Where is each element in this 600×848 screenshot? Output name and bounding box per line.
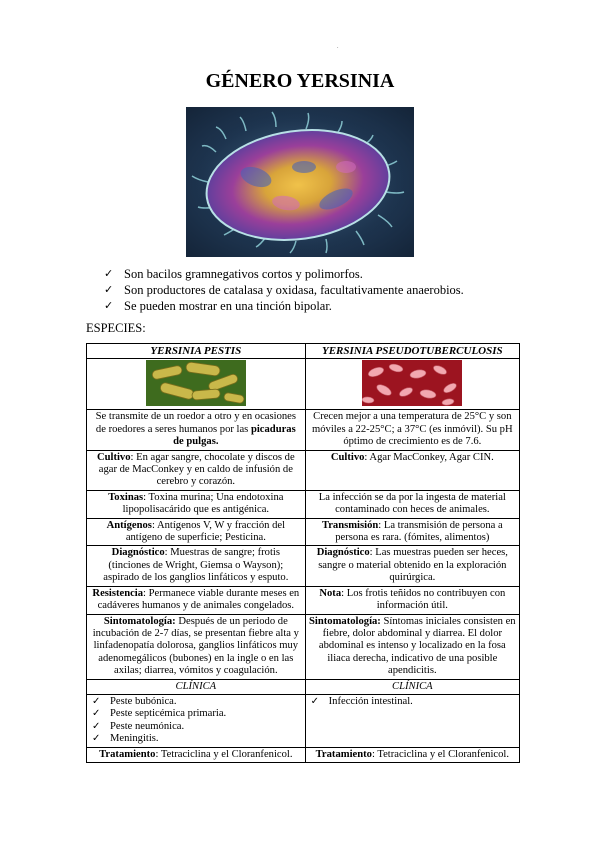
list-item: ✓ Infección intestinal. <box>310 695 413 707</box>
checkmark-icon: ✓ <box>92 695 101 707</box>
page-title: GÉNERO YERSINIA <box>205 70 395 92</box>
checkmark-icon: ✓ <box>104 267 114 280</box>
clinica-header-row <box>87 679 520 694</box>
table-row: Sintomatología: Después de un periodo de incubación de 2-7 días, se presentan fiebre alta y linfadenopatía dolorosa, ganglios linfáticos muy adenomegálicos (bubones) en la ingle o en las axilas; diarrea, vómitos y coagulación. Sintomatología: Síntomas iniciales consisten en fiebre, dolor abdominal y diarrea. El dolor abdominal es intenso y localizado en la fosa iliaca derecha, indicativo de una posible apendicitis. <box>87 614 520 679</box>
col-header-pestis: YERSINIA PESTIS <box>87 344 306 359</box>
col-header-pseudotuberculosis: YERSINIA PSEUDOTUBERCULOSIS <box>305 344 519 359</box>
red-bacilli-image <box>362 360 462 406</box>
checkmark-icon: ✓ <box>92 733 101 745</box>
list-item: ✓ Peste neumónica. <box>92 720 185 732</box>
treatment-row: Tratamiento: Tetraciclina y el Cloranfenicol. Tratamiento: Tetraciclina y el Cloranfenicol. <box>87 747 520 762</box>
green-bacilli-image <box>146 360 246 406</box>
list-item: ✓ Peste septicémica primaria. <box>92 708 227 720</box>
checkmark-icon: ✓ <box>104 283 114 296</box>
clinica-header: CLÍNICA <box>305 679 519 694</box>
table-row: Antígenos: Antígenos V, W y fracción del antígeno de superficie; Pesticina. Transmisión: La transmisión de persona a persona es rara. (fómites, alimentos) <box>87 518 520 546</box>
clinica-header: CLÍNICA <box>87 679 306 694</box>
table-image-row <box>87 359 520 410</box>
clinica-row <box>87 694 520 747</box>
feature-item: ✓ Son bacilos gramnegativos cortos y polimorfos. <box>104 267 363 281</box>
table-row: Se transmite de un roedor a otro y en ocasiones de roedores a seres humanos por las picaduras de pulgas. Crecen mejor a una temperatura de 25°C y son móviles a 22-25°C; a 37°C (es inmóvil). Su pH óptimo de crecimiento es de 7.6. <box>87 410 520 450</box>
table-row: Cultivo: En agar sangre, chocolate y discos de agar de MacConkey y en caldo de infusión de cerebro y corazón. Cultivo: Agar MacConkey, Agar CIN. <box>87 450 520 490</box>
feature-item: ✓ Son productores de catalasa y oxidasa, facultativamente anaerobios. <box>104 283 464 297</box>
list-item: ✓ Peste bubónica. <box>92 695 177 707</box>
bacterium-illustration-svg <box>186 107 414 257</box>
feature-item: ✓ Se pueden mostrar en una tinción bipolar. <box>104 299 332 313</box>
checkmark-icon: ✓ <box>104 299 114 312</box>
clinica-list-pseudotuberculosis <box>309 696 516 708</box>
page-marker: . <box>337 44 339 50</box>
checkmark-icon: ✓ <box>92 708 101 720</box>
checkmark-icon: ✓ <box>92 720 101 732</box>
checkmark-icon: ✓ <box>310 695 320 707</box>
species-heading: ESPECIES: <box>86 321 146 335</box>
clinica-list-pestis <box>90 696 302 746</box>
table-row: Toxinas: Toxina murina; Una endotoxina lipopolisacárido que es antigénica. La infección se da por la ingesta de material contaminado con heces de animales. <box>87 490 520 518</box>
feature-list <box>104 266 464 314</box>
species-table <box>86 343 520 763</box>
table-row: Diagnóstico: Muestras de sangre; frotis (tinciones de Wright, Giemsa o Wayson); aspirado de los ganglios linfáticos y esputo. Diagnóstico: Las muestras pueden ser heces, sangre o material obtenido en la exploración quirúrgica. <box>87 546 520 586</box>
bacterium-illustration <box>186 107 414 257</box>
table-row: Resistencia: Permanece viable durante meses en cadáveres humanos y de animales congelados. Nota: Los frotis teñidos no contribuyen con información útil. <box>87 586 520 614</box>
table-header-row <box>87 344 520 359</box>
list-item: ✓ Meningitis. <box>92 733 159 745</box>
